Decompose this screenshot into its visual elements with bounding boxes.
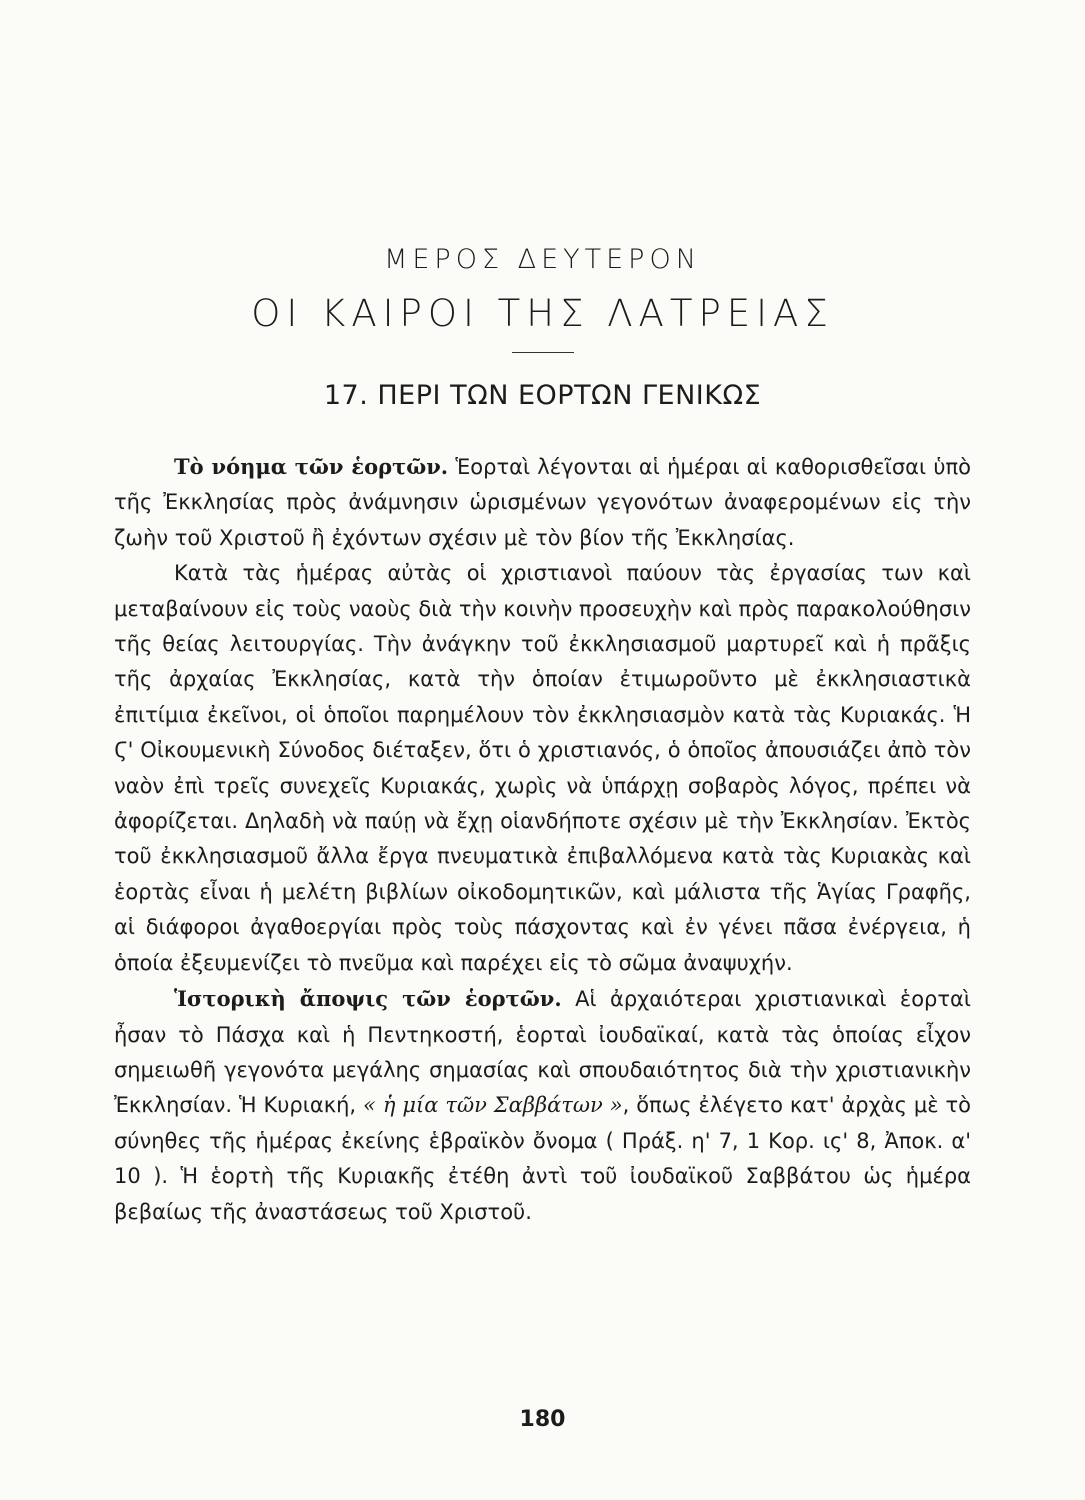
quoted-phrase: « ἡ μία τῶν Σαββάτων »: [363, 1093, 623, 1118]
body-text: [114, 449, 971, 1230]
paragraph-meaning: [114, 449, 971, 556]
paragraph-heading: Ἱστορικὴ ἄποψις τῶν ἑορτῶν.: [174, 986, 562, 1012]
paragraph-history: [114, 981, 971, 1230]
part-heading: ΜΕΡΟΣ ΔΕΥΤΕΡΟΝ: [384, 244, 701, 275]
paragraph-text: , ὅπως ἐλέγετο κατ' ἀρχὰς μὲ τὸ σύνηθες τῆς ἡμέρας ἐκείνης ἑβραϊκὸν ὄνομα ( Πράξ. η' 7, 1 Κορ. ις' 8, Ἀποκ. α' 10 ). Ἡ ἑορτὴ τῆς Κυριακῆς ἐτέθη ἀντὶ τοῦ ἰουδαϊκοῦ Σαββάτου ὡς ἡμέρα βεβαίως τῆς ἀναστάσεως τοῦ Χριστοῦ.: [114, 1093, 971, 1224]
paragraph-text: Αἱ ἀρχαιότεραι χριστιανικαὶ ἑορταὶ ἦσαν τὸ Πάσχα καὶ ἡ Πεντηκοστή, ἑορταὶ ἰουδαϊκαί, κατὰ τὰς ὁποίας εἶχον σημειωθῆ γεγονότα μεγάλης σημασίας καὶ σπουδαιότητος διὰ τὴν χριστιανικὴν Ἐκκλησίαν. Ἡ Κυριακή,: [114, 987, 971, 1118]
section-title: 17. ΠΕΡΙ ΤΩΝ ΕΟΡΤΩΝ ΓΕΝΙΚΩΣ: [323, 380, 762, 411]
paragraph-text: Ἑορταὶ λέγονται αἱ ἡμέραι αἱ καθορισθεῖσαι ὑπὸ τῆς Ἐκκλησίας πρὸς ἀνάμνησιν ὡρισμένων γεγονότων ἀναφερομένων εἰς τὴν ζωὴν τοῦ Χριστοῦ ἢ ἐχόντων σχέσιν μὲ τὸν βίον τῆς Ἐκκλησίας.: [114, 455, 971, 550]
page-number: 180: [519, 1407, 566, 1432]
part-title: ΟΙ ΚΑΙΡΟΙ ΤΗΣ ΛΑΤΡΕΙΑΣ: [251, 292, 834, 335]
paragraph-observance: [114, 556, 971, 981]
paragraph-heading: Τὸ νόημα τῶν ἑορτῶν.: [174, 454, 449, 479]
paragraph-text: Κατὰ τὰς ἡμέρας αὐτὰς οἱ χριστιανοὶ παύουν τὰς ἐργασίας των καὶ μεταβαίνουν εἰς τοὺς ναοὺς διὰ τὴν κοινὴν προσευχὴν καὶ πρὸς παρακολούθησιν τῆς θείας λειτουργίας. Τὴν ἀνάγκην τοῦ ἐκκλησιασμοῦ μαρτυρεῖ καὶ ἡ πρᾶξις τῆς ἀρχαίας Ἐκκλησίας, κατὰ τὴν ὁποίαν ἐτιμωροῦντο μὲ ἐκκλησιαστικὰ ἐπιτίμια ἐκεῖνοι, οἱ ὁποῖοι παρημέλουν τὸν ἐκκλησιασμὸν κατὰ τὰς Κυριακάς. Ἡ Ϛ' Οἰκουμενικὴ Σύνοδος διέταξεν, ὅτι ὁ χριστιανός, ὁ ὁποῖος ἀπουσιάζει ἀπὸ τὸν ναὸν ἐπὶ τρεῖς συνεχεῖς Κυριακάς, χωρὶς νὰ ὑπάρχῃ σοβαρὸς λόγος, πρέπει νὰ ἀφορίζεται. Δηλαδὴ νὰ παύῃ νὰ ἔχῃ οἱανδήποτε σχέσιν μὲ τὴν Ἐκκλησίαν. Ἐκτὸς τοῦ ἐκκλησιασμοῦ ἄλλα ἔργα πνευματικὰ ἐπιβαλλόμενα κατὰ τὰς Κυριακὰς καὶ ἑορτὰς εἶναι ἡ μελέτη βιβλίων οἰκοδομητικῶν, καὶ μάλιστα τῆς Ἁγίας Γραφῆς, αἱ διάφοροι ἀγαθοεργίαι πρὸς τοὺς πάσχοντας καὶ ἐν γένει πᾶσα ἐνέργεια, ἡ ὁποία ἐξευμενίζει τὸ πνεῦμα καὶ παρέχει εἰς τὸ σῶμα ἀναψυχήν.: [114, 561, 971, 975]
title-divider: [512, 352, 574, 353]
